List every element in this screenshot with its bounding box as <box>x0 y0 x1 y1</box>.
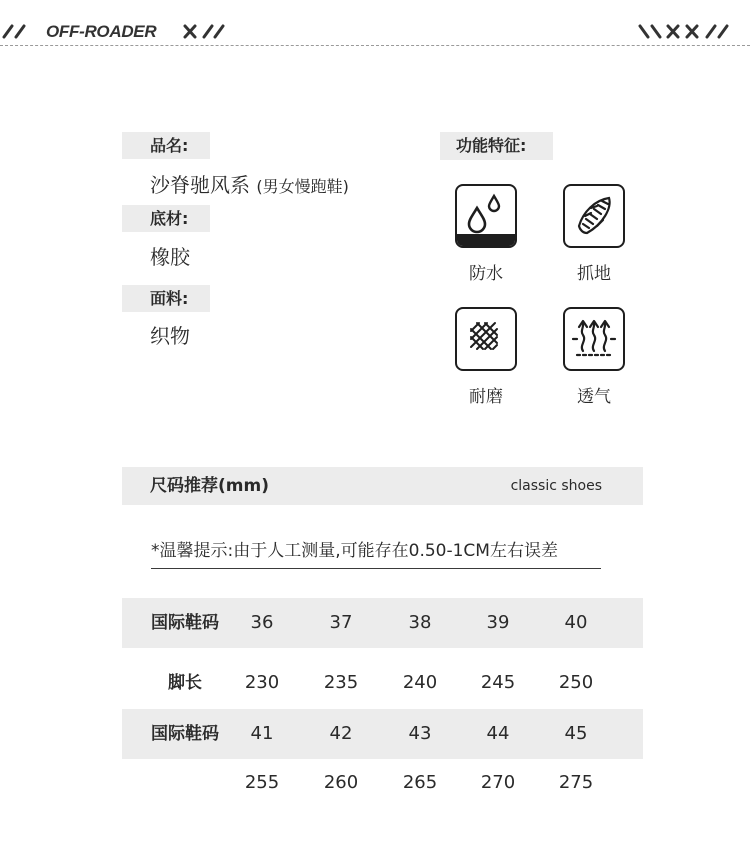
feature-grip-label: 抓地 <box>577 264 611 284</box>
size-table-row <box>122 658 643 708</box>
slash-decoration-icon <box>0 22 40 40</box>
feature-grip <box>559 184 629 284</box>
product-name-value <box>150 169 349 198</box>
fabric-value: 织物 <box>150 324 190 348</box>
sole-value: 橡胶 <box>150 245 190 269</box>
size-cell: 43 <box>408 723 432 744</box>
breathable-arrows-icon <box>563 307 625 371</box>
size-cell: 39 <box>486 612 510 633</box>
top-banner <box>0 0 750 50</box>
feature-waterproof <box>451 184 521 284</box>
size-cell: 235 <box>323 672 359 693</box>
product-name-text: 沙脊驰风系 <box>150 173 250 197</box>
grip-tread-icon <box>563 184 625 248</box>
size-table-row <box>122 709 643 759</box>
size-cell: 270 <box>480 772 516 793</box>
measurement-notice: *温馨提示:由于人工测量,可能存在0.50-1CM左右误差 <box>151 538 601 569</box>
cross-slash-decoration-icon <box>182 22 232 40</box>
waterproof-drops-icon <box>455 184 517 248</box>
size-row-header: 国际鞋码 <box>151 724 219 744</box>
size-row-header: 脚长 <box>168 673 202 693</box>
size-cell: 265 <box>402 772 438 793</box>
sole-label: 底材: <box>122 205 210 232</box>
size-cell: 255 <box>244 772 280 793</box>
size-cell: 36 <box>250 612 274 633</box>
product-name-label: 品名: <box>122 132 210 159</box>
feature-breathable-label: 透气 <box>577 387 611 407</box>
size-cell: 240 <box>402 672 438 693</box>
size-cell: 38 <box>408 612 432 633</box>
features-title: 功能特征: <box>440 132 553 160</box>
size-cell: 44 <box>486 723 510 744</box>
fabric-label: 面料: <box>122 285 210 312</box>
size-section-header <box>122 467 643 505</box>
size-cell: 230 <box>244 672 280 693</box>
size-cell: 42 <box>329 723 353 744</box>
right-slash-decoration-icon <box>636 22 742 40</box>
size-cell: 40 <box>564 612 588 633</box>
size-cell: 37 <box>329 612 353 633</box>
size-subtitle: classic shoes <box>510 478 602 494</box>
size-cell: 245 <box>480 672 516 693</box>
size-title: 尺码推荐(mm) <box>150 476 269 496</box>
product-name-note: (男女慢跑鞋) <box>256 177 349 196</box>
wear-resistant-weave-icon <box>455 307 517 371</box>
size-table-row <box>122 598 643 648</box>
feature-breathable <box>559 307 629 407</box>
feature-waterproof-label: 防水 <box>469 264 503 284</box>
size-cell: 45 <box>564 723 588 744</box>
size-row-header: 国际鞋码 <box>151 613 219 633</box>
banner-title: OFF-ROADER <box>46 22 157 41</box>
size-table-row <box>122 758 643 808</box>
size-cell: 275 <box>558 772 594 793</box>
feature-wear-resistant-label: 耐磨 <box>469 387 503 407</box>
banner-dashed-divider <box>0 45 750 46</box>
size-cell: 250 <box>558 672 594 693</box>
size-cell: 41 <box>250 723 274 744</box>
size-cell: 260 <box>323 772 359 793</box>
feature-wear-resistant <box>451 307 521 407</box>
